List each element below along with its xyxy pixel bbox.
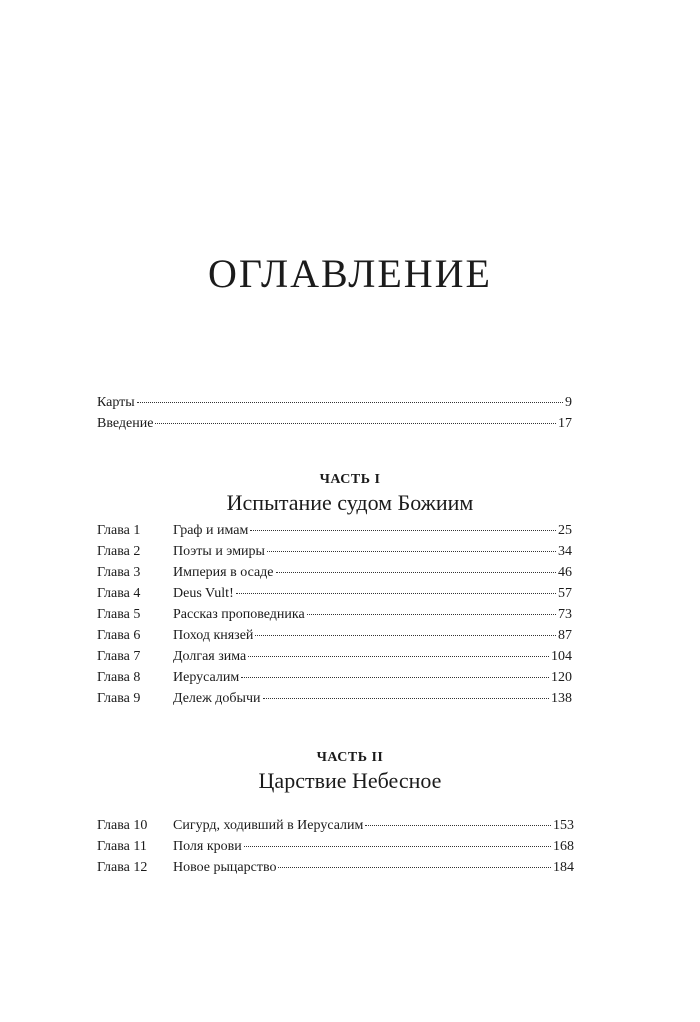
- toc-page-number: 120: [551, 670, 572, 685]
- toc-entry-title: Дележ добычи: [173, 691, 261, 706]
- toc-page-number: 9: [565, 395, 572, 410]
- chapter-label: Глава 9: [97, 691, 141, 706]
- toc-chapter-entry[interactable]: [97, 585, 572, 603]
- toc-page-number: 104: [551, 649, 572, 664]
- toc-entry-title: Введение: [97, 416, 154, 431]
- toc-entry-title: Иерусалим: [173, 670, 240, 685]
- toc-entry-title: Долгая зима: [173, 649, 247, 664]
- chapter-label: Глава 2: [97, 544, 141, 559]
- toc-chapter-entry[interactable]: [97, 627, 572, 645]
- toc-chapter-entry[interactable]: [97, 838, 574, 856]
- toc-entry-title: Граф и имам: [173, 523, 249, 538]
- chapter-label: Глава 10: [97, 818, 148, 833]
- toc-page-number: 46: [558, 565, 572, 580]
- chapter-label: Глава 11: [97, 839, 147, 854]
- chapter-label: Глава 5: [97, 607, 141, 622]
- toc-entry-title: Сигурд, ходивший в Иерусалим: [173, 818, 364, 833]
- toc-page-number: 153: [553, 818, 574, 833]
- toc-entry-title: Рассказ проповедника: [173, 607, 305, 622]
- part-label: ЧАСТЬ II: [316, 750, 384, 765]
- dot-leader: [278, 867, 551, 868]
- toc-chapter-entry[interactable]: [97, 522, 572, 540]
- chapter-label: Глава 6: [97, 628, 141, 643]
- toc-chapter-entry[interactable]: [97, 817, 574, 835]
- toc-entry-title: Новое рыцарство: [173, 860, 277, 875]
- toc-entry-title: Поход князей: [173, 628, 254, 643]
- part-title: Царствие Небесное: [258, 768, 442, 793]
- dot-leader: [236, 593, 556, 594]
- dot-leader: [241, 677, 549, 678]
- toc-page-number: 184: [553, 860, 574, 875]
- toc-chapter-entry[interactable]: [97, 648, 572, 666]
- toc-page-number: 34: [558, 544, 572, 559]
- toc-chapter-entry[interactable]: [97, 669, 572, 687]
- part-title: Испытание судом Божиим: [226, 490, 474, 515]
- dot-leader: [155, 423, 556, 424]
- toc-entry-title: Поэты и эмиры: [173, 544, 265, 559]
- chapter-label: Глава 1: [97, 523, 141, 538]
- dot-leader: [276, 572, 556, 573]
- toc-page-number: 138: [551, 691, 572, 706]
- dot-leader: [244, 846, 551, 847]
- toc-entry-title: Deus Vult!: [173, 586, 234, 601]
- chapter-label: Глава 7: [97, 649, 141, 664]
- dot-leader: [307, 614, 556, 615]
- toc-page-number: 73: [558, 607, 572, 622]
- dot-leader: [267, 551, 556, 552]
- page-title: ОГЛАВЛЕНИЕ: [208, 251, 492, 296]
- dot-leader: [248, 656, 549, 657]
- toc-page-number: 87: [558, 628, 572, 643]
- dot-leader: [255, 635, 556, 636]
- toc-page-number: 57: [558, 586, 572, 601]
- toc-chapter-entry[interactable]: [97, 564, 572, 582]
- dot-leader: [250, 530, 556, 531]
- toc-entry-maps[interactable]: [97, 394, 572, 412]
- part-label: ЧАСТЬ I: [319, 472, 381, 487]
- toc-entry-title: Карты: [97, 395, 135, 410]
- chapter-label: Глава 12: [97, 860, 148, 875]
- chapter-label: Глава 8: [97, 670, 141, 685]
- chapter-label: Глава 4: [97, 586, 141, 601]
- toc-entry-introduction[interactable]: [97, 415, 572, 433]
- toc-chapter-entry[interactable]: [97, 543, 572, 561]
- dot-leader: [365, 825, 551, 826]
- dot-leader: [137, 402, 563, 403]
- dot-leader: [263, 698, 550, 699]
- toc-chapter-entry[interactable]: [97, 859, 574, 877]
- toc-page-number: 168: [553, 839, 574, 854]
- toc-page-number: 17: [558, 416, 572, 431]
- toc-chapter-entry[interactable]: [97, 690, 572, 708]
- toc-page-number: 25: [558, 523, 572, 538]
- chapter-label: Глава 3: [97, 565, 141, 580]
- toc-chapter-entry[interactable]: [97, 606, 572, 624]
- toc-entry-title: Империя в осаде: [173, 565, 274, 580]
- toc-entry-title: Поля крови: [173, 839, 242, 854]
